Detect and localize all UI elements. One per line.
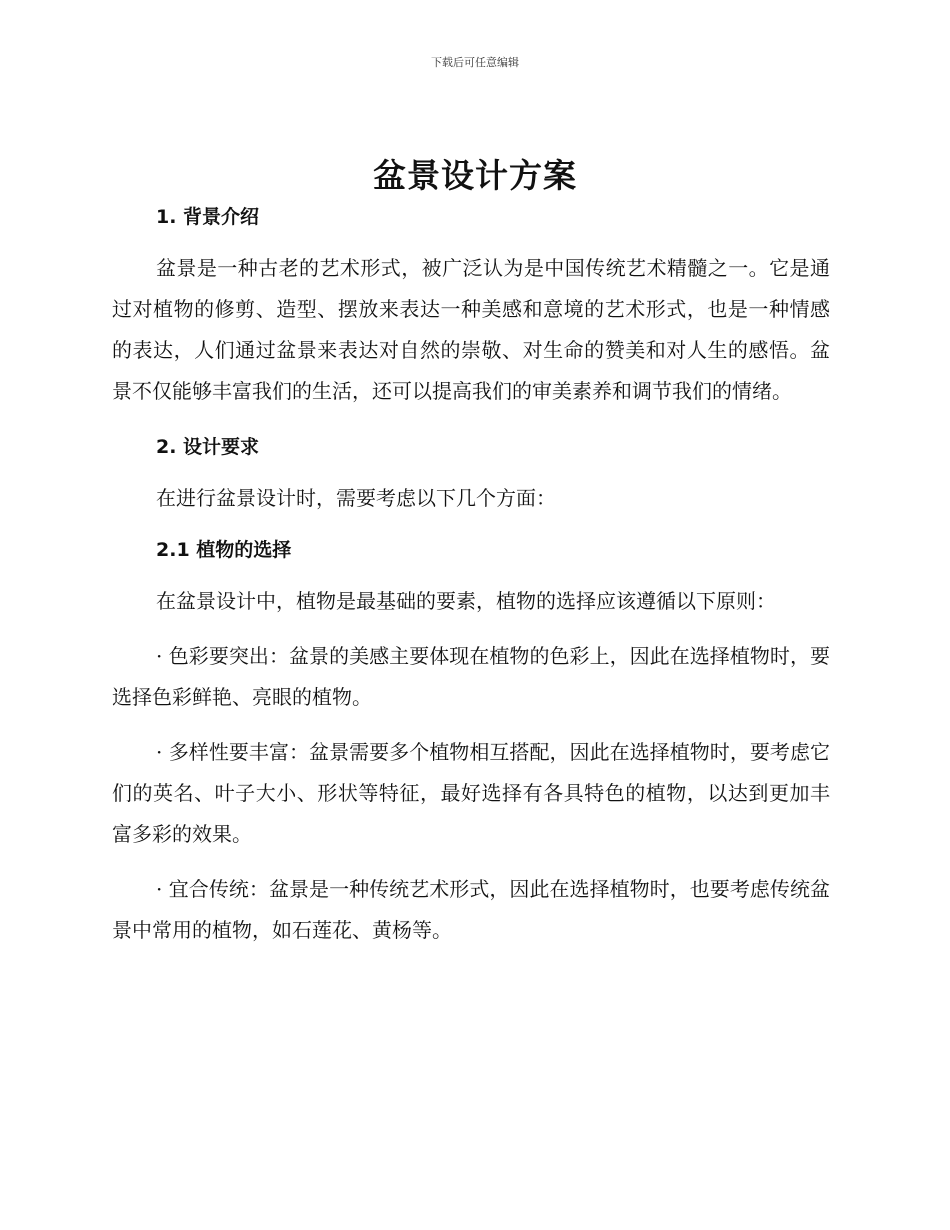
document-body <box>112 200 830 951</box>
section-heading-background: 1. 背景介绍 <box>156 206 260 228</box>
paragraph-background: 盆景是一种古老的艺术形式，被广泛认为是中国传统艺术精髓之一。它是通过对植物的修剪、造型、摆放来表达一种美感和意境的艺术形式，也是一种情感的表达，人们通过盆景来表达对自然的崇敬、对生命的赞美和对人生的感悟。盆景不仅能够丰富我们的生活，还可以提高我们的审美素养和调节我们的情绪。 <box>112 256 830 403</box>
bullet-tradition: · 宜合传统：盆景是一种传统艺术形式，因此在选择植物时，也要考虑传统盆景中常用的植物，如石莲花、黄杨等。 <box>112 877 830 942</box>
bullet-color: · 色彩要突出：盆景的美感主要体现在植物的色彩上，因此在选择植物时，要选择色彩鲜艳、亮眼的植物。 <box>112 644 830 709</box>
section-heading-plant-selection: 2.1 植物的选择 <box>156 539 292 561</box>
header-note: 下载后可任意编辑 <box>431 56 519 69</box>
paragraph-requirements: 在进行盆景设计时，需要考虑以下几个方面： <box>156 486 556 510</box>
document-title: 盆景设计方案 <box>373 156 577 195</box>
bullet-diversity: · 多样性要丰富：盆景需要多个植物相互搭配，因此在选择植物时，要考虑它们的英名、叶子大小、形状等特征，最好选择有各具特色的植物，以达到更加丰富多彩的效果。 <box>112 740 830 846</box>
paragraph-plant-selection: 在盆景设计中，植物是最基础的要素，植物的选择应该遵循以下原则： <box>156 589 776 613</box>
section-heading-requirements: 2. 设计要求 <box>156 436 260 458</box>
